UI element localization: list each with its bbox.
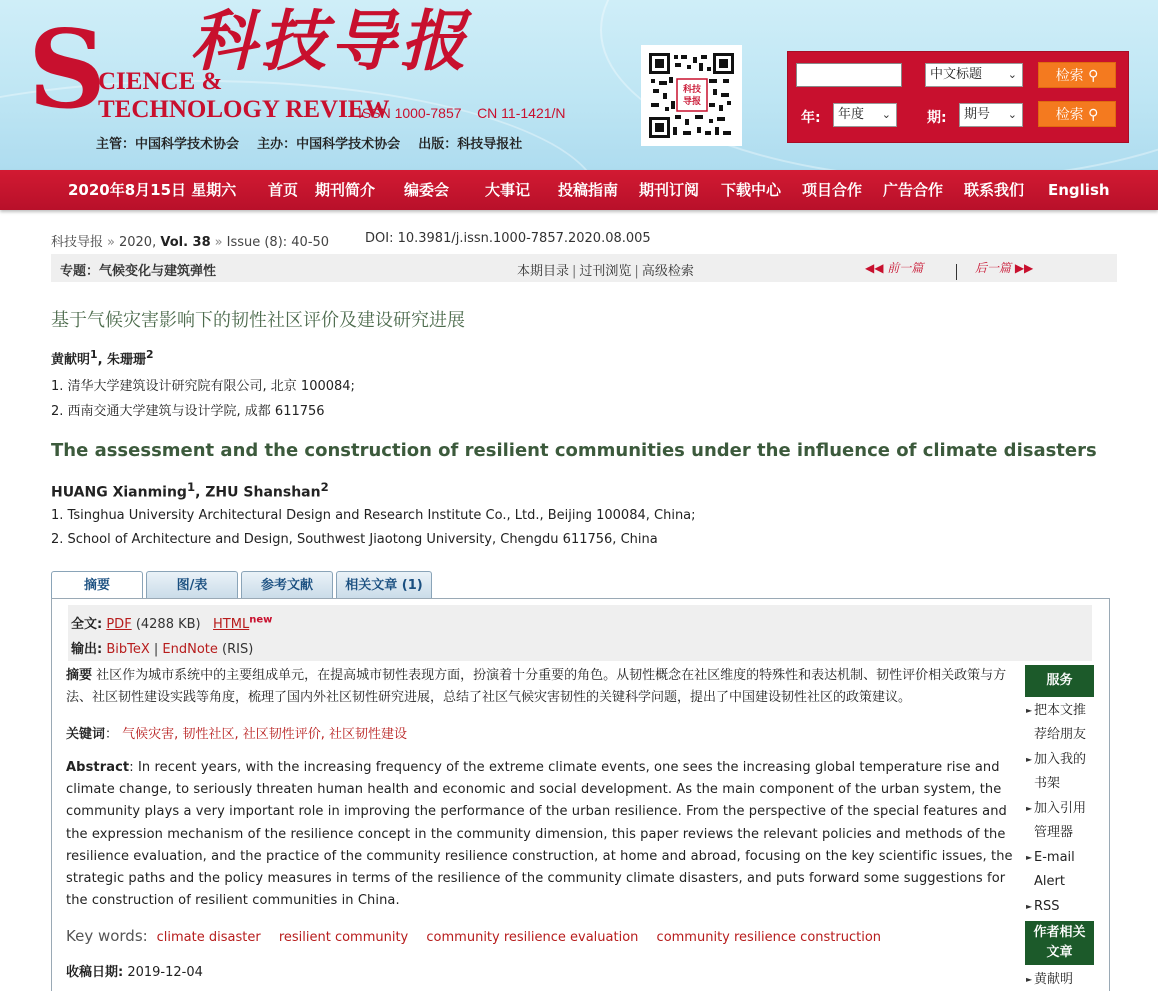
logo-english-line2: TECHNOLOGY REVIEW xyxy=(98,96,390,123)
affiliation-cn-1: 1. 清华大学建筑设计研究院有限公司, 北京 100084; xyxy=(51,379,355,394)
topic-label: 专题：气候变化与建筑弹性 xyxy=(60,264,217,279)
pdf-link[interactable]: PDF xyxy=(106,617,132,632)
add-citation-manager-link-line2[interactable] xyxy=(1025,821,1094,846)
affiliation-marker: 2 xyxy=(146,348,154,361)
keyword-link[interactable]: climate disaster xyxy=(156,930,261,945)
affiliation-marker: 1 xyxy=(90,348,98,361)
service-header: 服务 xyxy=(1025,665,1094,697)
bullet-icon: ► xyxy=(1026,853,1033,862)
keyword-link[interactable]: 社区韧性建设 xyxy=(329,727,408,742)
breadcrumb-year: 2020, xyxy=(118,235,157,250)
issue-links xyxy=(517,260,694,279)
logo-english-line1: CIENCE & xyxy=(98,68,223,95)
add-to-shelf-link-line2[interactable] xyxy=(1025,772,1094,797)
keywords-cn-label: 关键词 xyxy=(66,727,106,742)
search-input[interactable] xyxy=(796,63,902,87)
nav-item-downloads[interactable]: 下载中心 xyxy=(721,181,782,199)
affiliation-en-2: 2. School of Architecture and Design, Southwest Jiaotong University, Chengdu 611756, China xyxy=(51,532,658,547)
bullet-icon: ► xyxy=(1026,804,1033,813)
current-issue-link[interactable]: 本期目录 xyxy=(517,264,570,279)
bullet-icon: ► xyxy=(1026,755,1033,764)
sidebar-item-label: 书架 xyxy=(1034,776,1061,791)
sidebar-item-label: 把本文推 xyxy=(1034,703,1087,718)
export-label: 输出: xyxy=(71,642,103,657)
bullet-icon: ► xyxy=(1026,975,1033,984)
chevron-down-icon: ⌄ xyxy=(881,108,891,121)
affiliation-cn-2: 2. 西南交通大学建筑与设计学院, 成都 611756 xyxy=(51,404,325,419)
share-with-friends-link[interactable] xyxy=(1025,699,1094,724)
previous-article-link[interactable]: ◀◀ 前一篇 xyxy=(865,261,924,275)
bullet-icon: ► xyxy=(1026,706,1033,715)
breadcrumb-separator: » xyxy=(214,235,223,250)
keyword-link[interactable]: 社区韧性评价 xyxy=(242,727,321,742)
logo-letter-s: S xyxy=(28,7,106,133)
search-button-label: 检索 xyxy=(1055,68,1084,84)
topic-bar xyxy=(51,254,1117,282)
ris-label: (RIS) xyxy=(222,642,254,657)
sidebar-item-label: 加入我的 xyxy=(1034,752,1087,767)
keyword-link[interactable]: community resilience construction xyxy=(656,930,882,945)
abstract-cn-text: 社区作为城市系统中的主要组成单元，在提高城市韧性表现方面，扮演着十分重要的角色。从韧性概念在社区维度的特殊性和表达机制、韧性评价相关政策与方法、社区韧性建设实践等角度，梳理了国内外社区韧性研究进展，总结了社区气候灾害韧性的关键科学问题，提出了中国建设韧性社区的政策建议。 xyxy=(66,668,1007,705)
abstract-cn-label: 摘要 xyxy=(66,668,93,683)
issue-select[interactable] xyxy=(959,103,1023,127)
issue-label: 期: xyxy=(927,110,947,126)
nav-item-submission-guide[interactable]: 投稿指南 xyxy=(558,181,619,199)
breadcrumb-journal[interactable]: 科技导报 xyxy=(51,235,104,250)
share-with-friends-link-line2[interactable] xyxy=(1025,723,1094,748)
breadcrumb-volume: Vol. 38 xyxy=(160,235,211,250)
current-date: 2020年8月15日 星期六 xyxy=(68,181,237,199)
author-name: ZHU Shanshan xyxy=(205,484,321,501)
link-divider: | xyxy=(634,264,639,279)
keywords-chinese: 关键词： 气候灾害, 韧性社区, 社区韧性评价, 社区韧性建设 xyxy=(66,727,408,742)
received-label: 收稿日期: xyxy=(66,965,124,980)
archive-link[interactable]: 过刊浏览 xyxy=(579,264,632,279)
sidebar-item-label: 黄献明 xyxy=(1034,972,1074,987)
sponsor-line: 主管：中国科学技术协会 主办：中国科学技术协会 出版：科技导报社 xyxy=(96,137,523,152)
search-field-select-value: 中文标题 xyxy=(930,67,983,82)
keyword-link[interactable]: community resilience evaluation xyxy=(426,930,639,945)
breadcrumb-separator: » xyxy=(107,235,115,250)
year-label: 年: xyxy=(801,110,821,126)
fulltext-line xyxy=(71,613,272,632)
abstract-en-text: In recent years, with the increasing frequency of the extreme climate events, one sees the increasing global temperature rise and climate change, to seriously threaten human health and economic and social development. As the main component of the urban system, the community plays a very important role in improving the performance of the urban resilience. From the perspective of the special features and the expression mechanism of the resilience concept in the community dimension, this paper reviews the relevant policies and methods of the resilience evaluation, and the practice of the community resilience construction, at home and abroad, focusing on the key scientific issues, the strategic paths and the policy measures in terms of the resilience of the community climate disasters, and puts forward some suggestions for the construction of resilient communities in China. xyxy=(66,760,1013,909)
issue-select-value: 期号 xyxy=(964,107,991,122)
logo-chinese-title: 科技导报 xyxy=(190,2,470,80)
endnote-link[interactable]: EndNote xyxy=(162,642,218,657)
nav-item-editorial-board[interactable]: 编委会 xyxy=(404,181,450,199)
search-icon: ⚲ xyxy=(1088,68,1099,84)
year-select-value: 年度 xyxy=(838,107,865,122)
chevron-down-icon: ⌄ xyxy=(1007,68,1017,81)
search-field-select[interactable] xyxy=(925,63,1023,87)
sidebar-item-label: 荐给朋友 xyxy=(1034,727,1087,742)
link-divider: | xyxy=(572,264,577,279)
author-articles-header-line1: 作者相关 xyxy=(1033,925,1086,940)
add-to-shelf-link[interactable] xyxy=(1025,748,1094,773)
affiliation-marker: 1 xyxy=(186,480,196,494)
keyword-link[interactable]: 气候灾害 xyxy=(122,727,175,742)
qr-logo-text: 科技 xyxy=(682,85,702,95)
year-select[interactable] xyxy=(833,103,897,127)
breadcrumb xyxy=(51,231,329,250)
nav-item-home[interactable]: 首页 xyxy=(268,181,299,199)
abstract-english: Abstract: In recent years, with the increasing frequency of the extreme climate events, one sees the increasing global temperature rise and climate change, to seriously threaten human health and economic and social development. As the main component of the urban system, the community plays a very important role in improving the performance of the urban resilience. From the perspective of the special features and the expression mechanism of the resilience concept in the community dimension, this paper reviews the relevant policies and methods of the resilience evaluation, and the practice of the community resilience construction, at home and abroad, focusing on the key scientific issues, the strategic paths and the policy measures in terms of the resilience of the community climate disasters, and puts forward some suggestions for the construction of resilient communities in China. xyxy=(66,760,1013,909)
prev-next-divider xyxy=(956,264,957,280)
export-line: 输出: BibTeX | EndNote (RIS) xyxy=(71,642,254,657)
issn-cn-number: ISSN 1000-7857 CN 11-1421/N xyxy=(358,105,566,121)
affiliation-marker: 2 xyxy=(320,480,329,494)
rss-link[interactable] xyxy=(1025,895,1094,920)
advanced-search-link[interactable]: 高级检索 xyxy=(641,264,694,279)
author-articles-header-line2: 文章 xyxy=(1046,945,1073,960)
nav-item-events[interactable]: 大事记 xyxy=(485,181,531,199)
keywords-en-label: Key words xyxy=(66,927,143,945)
doi: DOI: 10.3981/j.issn.1000-7857.2020.08.005 xyxy=(365,231,651,246)
sidebar-item-label: 加入引用 xyxy=(1034,801,1087,816)
email-alert-link[interactable] xyxy=(1025,846,1094,871)
nav-item-advertising[interactable]: 广告合作 xyxy=(883,181,944,199)
qr-code xyxy=(641,45,742,146)
nav-item-contact[interactable]: 联系我们 xyxy=(964,181,1025,199)
article-title-english: The assessment and the construction of resilient communities under the influence of climate disasters xyxy=(51,440,1097,461)
search-button-label: 检索 xyxy=(1055,107,1084,123)
email-alert-link-line2[interactable] xyxy=(1025,870,1094,895)
search-button[interactable] xyxy=(1038,62,1116,88)
fulltext-label: 全文: xyxy=(71,617,103,632)
sidebar-item-label: Alert xyxy=(1034,874,1065,889)
add-citation-manager-link[interactable] xyxy=(1025,797,1094,822)
chevron-down-icon: ⌄ xyxy=(1007,108,1017,121)
tab-abstract[interactable]: 摘要 xyxy=(51,571,143,600)
nav-item-projects[interactable]: 项目合作 xyxy=(802,181,863,199)
received-date xyxy=(66,961,203,980)
authors-chinese: 黄献明$^1$, 朱珊珊$^2$ xyxy=(51,348,154,368)
main-nav xyxy=(0,170,1158,210)
pdf-size: (4288 KB) xyxy=(135,617,201,632)
qr-code-icon xyxy=(649,53,734,138)
issue-search-button[interactable] xyxy=(1038,101,1116,127)
author-link[interactable] xyxy=(1025,968,1094,991)
nav-item-english[interactable]: English xyxy=(1048,181,1110,199)
fulltext-box xyxy=(68,605,1092,661)
abstract-panel xyxy=(51,598,1110,991)
search-panel xyxy=(787,51,1129,143)
received-value: 2019-12-04 xyxy=(127,965,203,980)
sidebar-item-label: E-mail xyxy=(1034,850,1075,865)
author-name: HUANG Xianming xyxy=(51,484,187,501)
abstract-en-label: Abstract xyxy=(66,760,130,775)
html-link[interactable]: HTML xyxy=(213,617,250,632)
new-badge: new xyxy=(249,614,273,626)
sidebar-item-label: 管理器 xyxy=(1034,825,1074,840)
bullet-icon: ► xyxy=(1026,902,1033,911)
article-title-chinese: 基于气候灾害影响下的韧性社区评价及建设研究进展 xyxy=(51,310,465,331)
search-icon: ⚲ xyxy=(1088,107,1099,123)
author-name: 黄献明 xyxy=(51,352,91,368)
site-header xyxy=(0,0,1158,170)
qr-logo-text: 导报 xyxy=(682,97,702,107)
author-articles-header xyxy=(1025,921,1094,965)
nav-item-subscription[interactable]: 期刊订阅 xyxy=(639,181,700,199)
next-article-link[interactable]: 后一篇 ▶▶ xyxy=(975,261,1034,275)
tab-related-articles[interactable]: 相关文章 (1) xyxy=(336,571,432,599)
tab-references[interactable]: 参考文献 xyxy=(241,571,333,599)
keyword-link[interactable]: 韧性社区 xyxy=(182,727,235,742)
authors-english: HUANG Xianming$^1$, ZHU Shanshan$^2$ xyxy=(51,480,329,501)
breadcrumb-issue[interactable]: Issue (8): 40-50 xyxy=(226,235,330,250)
bibtex-link[interactable]: BibTeX xyxy=(106,642,150,657)
affiliation-en-1: 1. Tsinghua University Architectural Design and Research Institute Co., Ltd., Beijing 100084, China; xyxy=(51,508,696,523)
service-sidebar xyxy=(1025,665,1094,991)
keywords-english: Key words: climate disaster resilient community community resilience evaluation community resilience construction xyxy=(66,927,882,945)
sidebar-item-label: RSS xyxy=(1034,899,1060,914)
abstract-chinese xyxy=(66,665,1024,709)
tab-figures[interactable]: 图/表 xyxy=(146,571,238,599)
author-name: 朱珊珊 xyxy=(107,352,147,368)
keyword-link[interactable]: resilient community xyxy=(278,930,409,945)
nav-item-journal-intro[interactable]: 期刊简介 xyxy=(315,181,376,199)
